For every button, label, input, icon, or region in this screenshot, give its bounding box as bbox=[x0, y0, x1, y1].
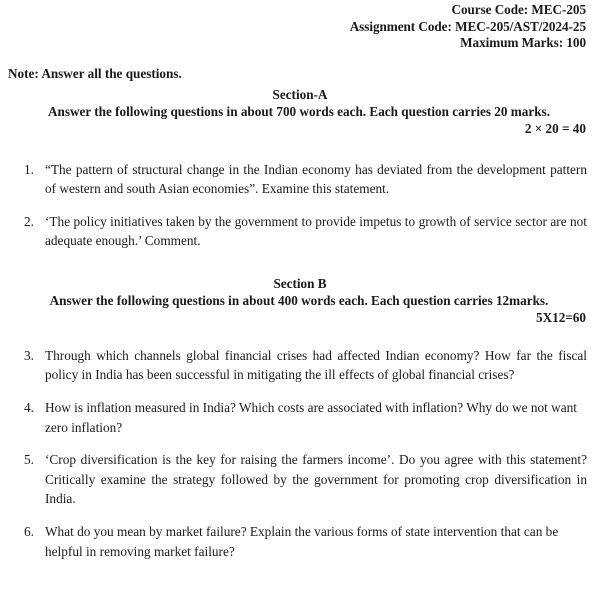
section-a-marks: 2 × 20 = 40 bbox=[524, 120, 586, 136]
question-text: What do you mean by market failure? Explain the various forms of state intervention that can be helpful in removing market failure? bbox=[45, 524, 559, 559]
course-code-line: Course Code: MEC-205 bbox=[451, 2, 586, 17]
question-item bbox=[0, 346, 600, 385]
section-a-question-list bbox=[0, 160, 600, 251]
question-text: How is inflation measured in India? Which costs are associated with inflation? Why do we not want zero inflation? bbox=[45, 400, 577, 435]
question-text: ‘The policy initiatives taken by the government to provide impetus to growth of service sector are not adequate enough.’ Comment. bbox=[45, 213, 587, 249]
question-text: “The pattern of structural change in the Indian economy has deviated from the development pattern of western and south Asian economies”. Examine this statement. bbox=[45, 161, 587, 197]
question-item bbox=[0, 522, 600, 561]
document-header bbox=[0, 0, 600, 52]
question-number: 3. bbox=[24, 347, 34, 363]
question-text: Through which channels global financial crises had affected Indian economy? How far the fiscal policy in India has been successful in mitigating the ill effects of global financial crises? bbox=[45, 347, 587, 383]
note-answer-all-questions: Note: Answer all the questions. bbox=[8, 65, 182, 81]
section-a-instruction: Answer the following questions in about 700 words each. Each question carries 20 marks. bbox=[47, 103, 550, 119]
maximum-marks-line: Maximum Marks: 100 bbox=[460, 35, 586, 50]
question-item bbox=[0, 212, 600, 251]
section-b-question-list bbox=[0, 346, 600, 561]
section-a-title: Section-A bbox=[272, 86, 328, 102]
question-item bbox=[0, 160, 600, 199]
section-b-block bbox=[0, 275, 600, 561]
question-number: 6. bbox=[24, 524, 34, 540]
question-number: 5. bbox=[24, 452, 34, 468]
question-item bbox=[0, 398, 600, 437]
section-b-instruction: Answer the following questions in about 400 words each. Each question carries 12marks. bbox=[49, 292, 549, 308]
section-b-title: Section B bbox=[273, 275, 327, 291]
question-item bbox=[0, 450, 600, 509]
question-number: 4. bbox=[24, 400, 34, 416]
section-a-block bbox=[0, 86, 600, 251]
question-number: 2. bbox=[24, 213, 34, 229]
assignment-code-line: Assignment Code: MEC-205/AST/2024-25 bbox=[349, 18, 586, 34]
question-text: ‘Crop diversification is the key for raising the farmers income’. Do you agree with this statement? Critically examine the strategy followed by the government for promoting crop diversification in India. bbox=[45, 452, 587, 507]
question-number: 1. bbox=[24, 161, 34, 177]
section-b-marks: 5X12=60 bbox=[535, 309, 586, 325]
